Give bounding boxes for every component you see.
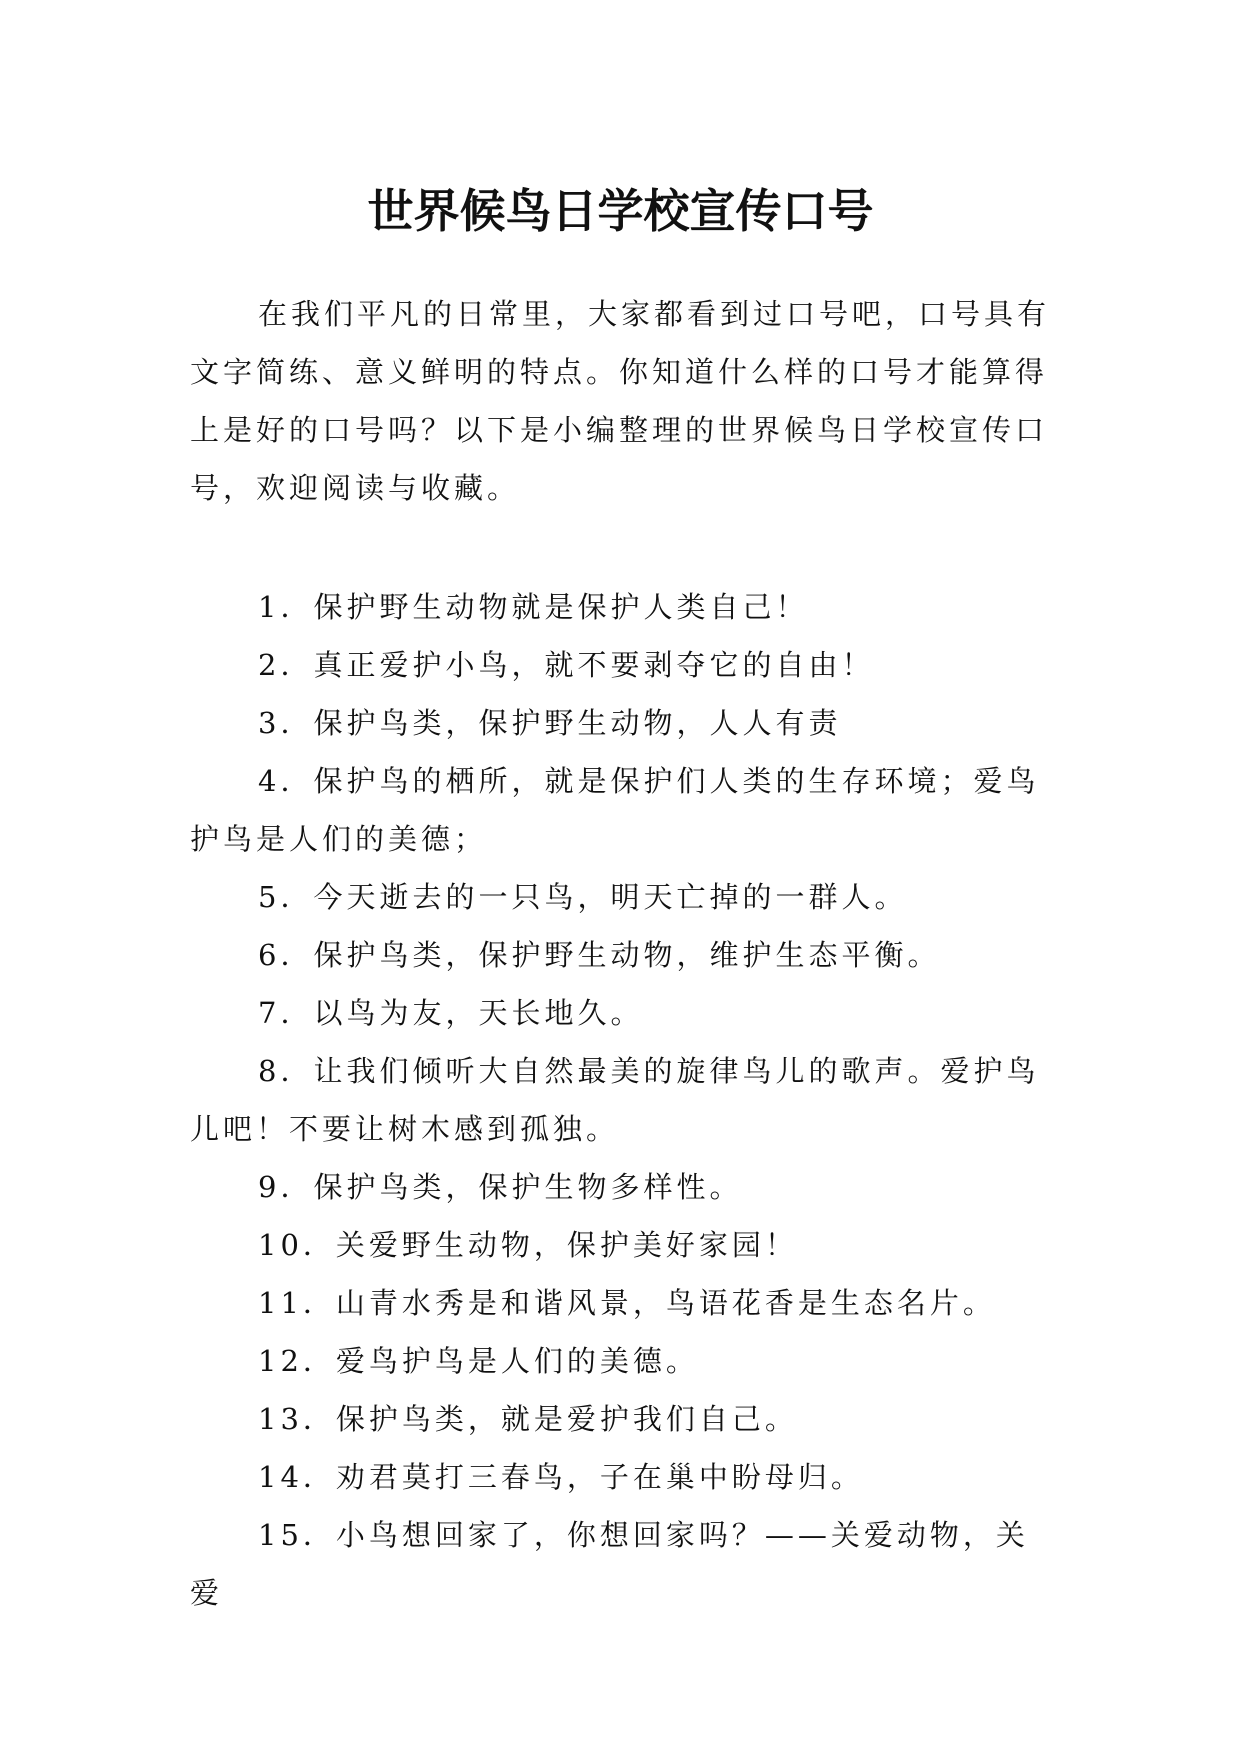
slogan-item: 13．保护鸟类，就是爱护我们自己。 [258, 1402, 798, 1436]
slogan-item: 15．小鸟想回家了，你想回家吗？——关爱动物，关爱 [190, 1518, 1029, 1610]
slogan-list [190, 578, 1050, 1622]
slogan-item: 2．真正爱护小鸟，就不要剥夺它的自由！ [258, 648, 875, 682]
slogan-item: 8．让我们倾听大自然最美的旋律鸟儿的歌声。爱护鸟儿吧！不要让树木感到孤独。 [190, 1054, 1040, 1146]
slogan-item: 11．山青水秀是和谐风景，鸟语花香是生态名片。 [258, 1286, 996, 1320]
slogan-item: 12．爱鸟护鸟是人们的美德。 [258, 1344, 699, 1378]
slogan-item: 3．保护鸟类，保护野生动物，人人有责 [258, 706, 842, 740]
slogan-item: 4．保护鸟的栖所，就是保护们人类的生存环境；爱鸟护鸟是人们的美德； [190, 764, 1040, 856]
slogan-item: 6．保护鸟类，保护野生动物，维护生态平衡。 [258, 938, 941, 972]
slogan-item: 5．今天逝去的一只鸟，明天亡掉的一群人。 [258, 880, 908, 914]
slogan-item: 10．关爱野生动物，保护美好家园！ [258, 1228, 798, 1262]
slogan-item: 14．劝君莫打三春鸟，子在巢中盼母归。 [258, 1460, 864, 1494]
document-title: 世界候鸟日学校宣传口号 [367, 183, 874, 238]
slogan-item: 9．保护鸟类，保护生物多样性。 [258, 1170, 743, 1204]
slogan-item: 1．保护野生动物就是保护人类自己！ [258, 590, 809, 624]
intro-paragraph: 在我们平凡的日常里，大家都看到过口号吧，口号具有文字简练、意义鲜明的特点。你知道什么样的口号才能算得上是好的口号吗？以下是小编整理的世界候鸟日学校宣传口号，欢迎阅读与收藏。 [190, 297, 1051, 505]
slogan-item: 7．以鸟为友，天长地久。 [258, 996, 644, 1030]
